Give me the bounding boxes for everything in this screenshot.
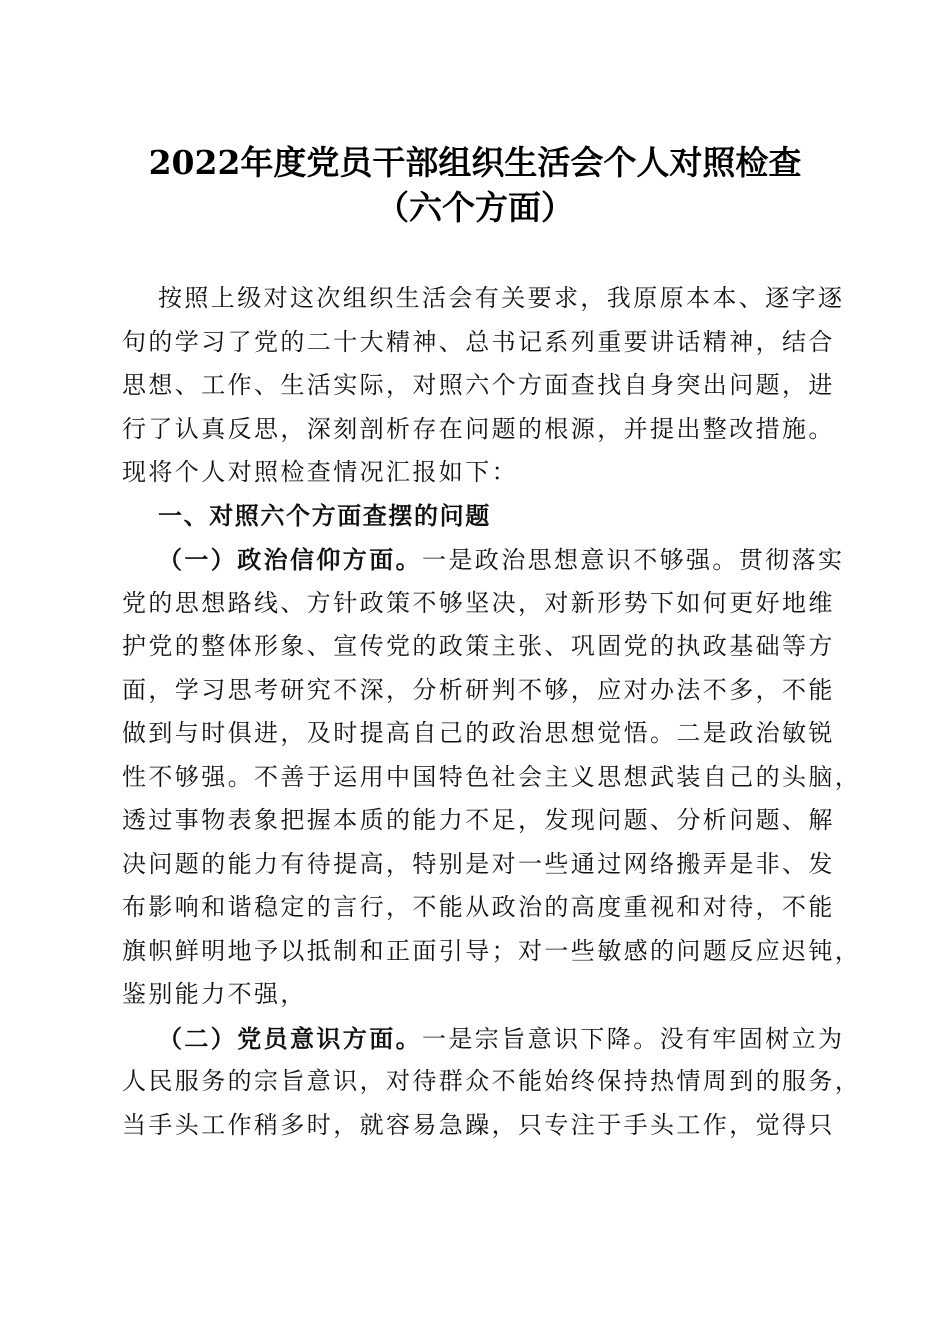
- document-subtitle: （六个方面）: [376, 188, 574, 227]
- paragraph-line: 做到与时俱进，及时提高自己的政治思想觉悟。二是政治敏锐: [122, 719, 835, 747]
- paragraph-line: 鉴别能力不强，: [122, 980, 307, 1008]
- subsection-first-line: [122, 538, 845, 582]
- paragraph-line: 党的思想路线、方针政策不够坚决，对新形势下如何更好地维: [122, 588, 835, 617]
- intro-line: 句的学习了党的二十大精神、总书记系列重要讲话精神，结合: [122, 327, 835, 356]
- paragraph-line: 布影响和谐稳定的言行，不能从政治的高度重视和对待，不能: [122, 893, 835, 921]
- subsection-lead: （二）党员意识方面。: [158, 1023, 422, 1053]
- document-title: 2022年度党员干部组织生活会个人对照检查: [148, 143, 802, 182]
- paragraph-line: 透过事物表象把握本质的能力不足，发现问题、分析问题、解: [122, 806, 835, 834]
- paragraph-line: 性不够强。不善于运用中国特色社会主义思想武装自己的头脑，: [122, 762, 862, 791]
- paragraph-line: 当手头工作稍多时，就容易急躁，只专注于手头工作，觉得只: [122, 1110, 835, 1139]
- subsection-lead: （一）政治信仰方面。: [158, 545, 422, 574]
- paragraph-line: 护党的整体形象、宣传党的政策主张、巩固党的执政基础等方: [122, 632, 835, 660]
- intro-line: 行了认真反思，深刻剖析存在问题的根源，并提出整改措施。: [122, 414, 835, 443]
- paragraph-line: 旗帜鲜明地予以抵制和正面引导；对一些敏感的问题反应迟钝，: [122, 936, 862, 965]
- intro-line: 按照上级对这次组织生活会有关要求，我原原本本、逐字逐: [158, 284, 845, 312]
- intro-line: 现将个人对照检查情况汇报如下：: [122, 458, 518, 486]
- subsection-first-line: [122, 1017, 845, 1061]
- paragraph-line: 人民服务的宗旨意识，对待群众不能始终保持热情周到的服务，: [122, 1067, 862, 1095]
- paragraph-line: 面，学习思考研究不深，分析研判不够，应对办法不多，不能: [122, 675, 835, 704]
- subsection-text: 一是宗旨意识下降。没有牢固树立为: [422, 1024, 845, 1053]
- paragraph-line: 决问题的能力有待提高，特别是对一些通过网络搬弄是非、发: [122, 849, 835, 878]
- subsection-text: 一是政治思想意识不够强。贯彻落实: [422, 546, 845, 574]
- document-body: [122, 277, 862, 1147]
- section-heading: 一、对照六个方面查摆的问题: [158, 501, 491, 530]
- intro-line: 思想、工作、生活实际，对照六个方面查找自身突出问题，进: [122, 371, 835, 399]
